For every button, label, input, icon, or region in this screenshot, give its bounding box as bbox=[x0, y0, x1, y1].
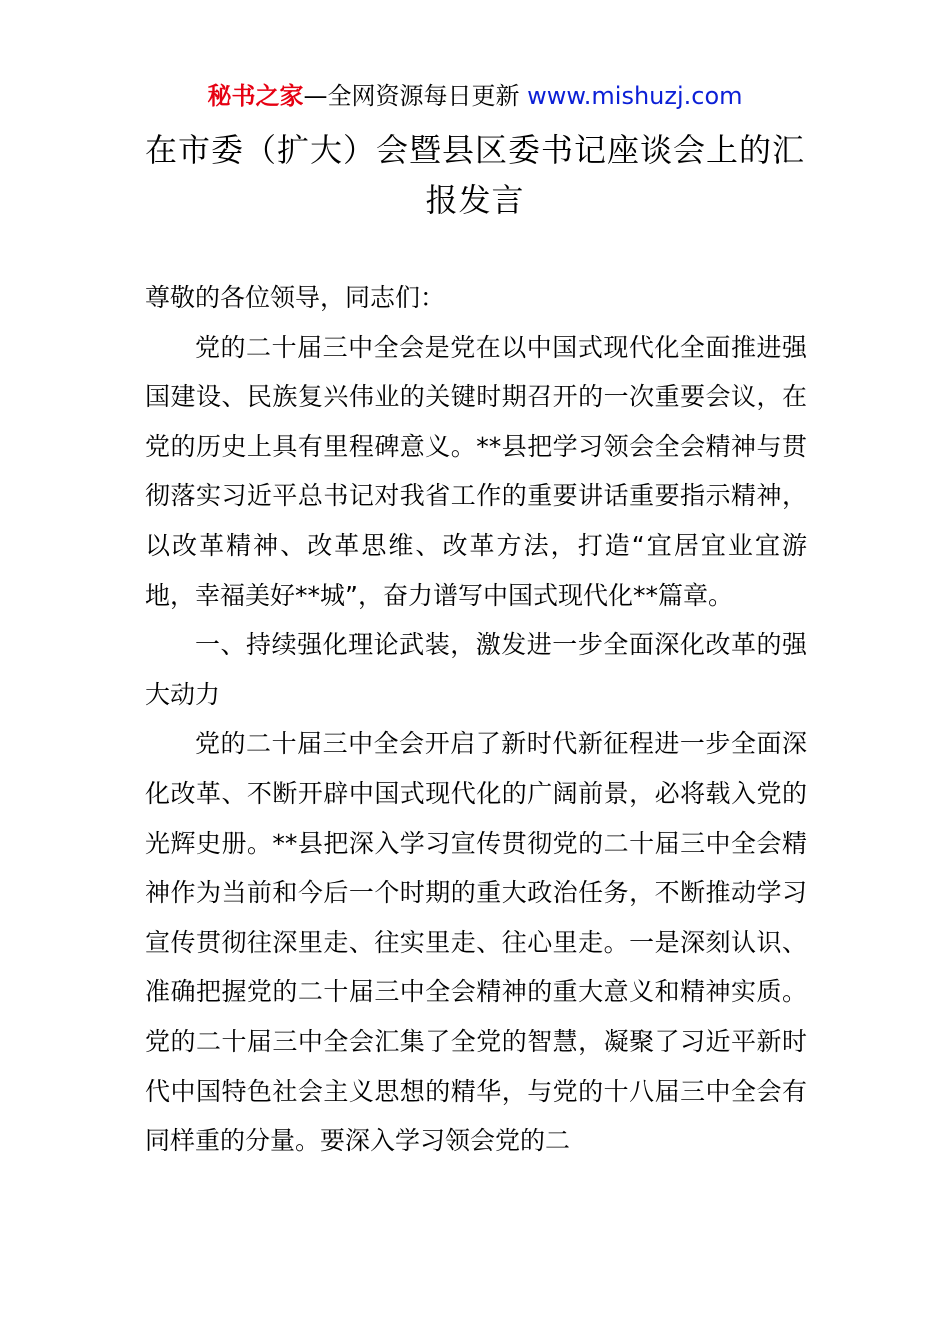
header-tagline: —全网资源每日更新 bbox=[303, 82, 528, 110]
paragraph-intro: 党的二十届三中全会是党在以中国式现代化全面推进强国建设、民族复兴伟业的关键时期召开的一次重要会议，在党的历史上具有里程碑意义。**县把学习领会全会精神与贯彻落实习近平总书记对我省工作的重要讲话重要指示精神，以改革精神、改革思维、改革方法，打造“宜居宜业宜游地，幸福美好**城”，奋力谱写中国式现代化**篇章。 bbox=[145, 332, 807, 610]
section-heading-1: 一、持续强化理论武装，激发进一步全面深化改革的强大动力 bbox=[145, 630, 807, 709]
paragraph-section-1: 党的二十届三中全会开启了新时代新征程进一步全面深化改革、不断开辟中国式现代化的广阔前景，必将载入党的光辉史册。**县把深入学习宣传贯彻党的二十届三中全会精神作为当前和今后一个时期的重大政治任务，不断推动学习宣传贯彻往深里走、往实里走、往心里走。一是深刻认识、准确把握党的二十届三中全会精神的重大意义和精神实质。党的二十届三中全会汇集了全党的智慧，凝聚了习近平新时代中国特色社会主义思想的精华，与党的十八届三中全会有同样重的分量。要深入学习领会党的二 bbox=[145, 729, 807, 1156]
document-body bbox=[145, 273, 807, 1166]
salutation: 尊敬的各位领导，同志们： bbox=[145, 283, 446, 312]
site-url-link[interactable]: www.mishuzj.com bbox=[527, 82, 743, 110]
document-title: 在市委（扩大）会暨县区委书记座谈会上的汇报发言 bbox=[144, 131, 805, 219]
site-header bbox=[0, 80, 950, 112]
brand-name: 秘书之家 bbox=[207, 82, 304, 110]
